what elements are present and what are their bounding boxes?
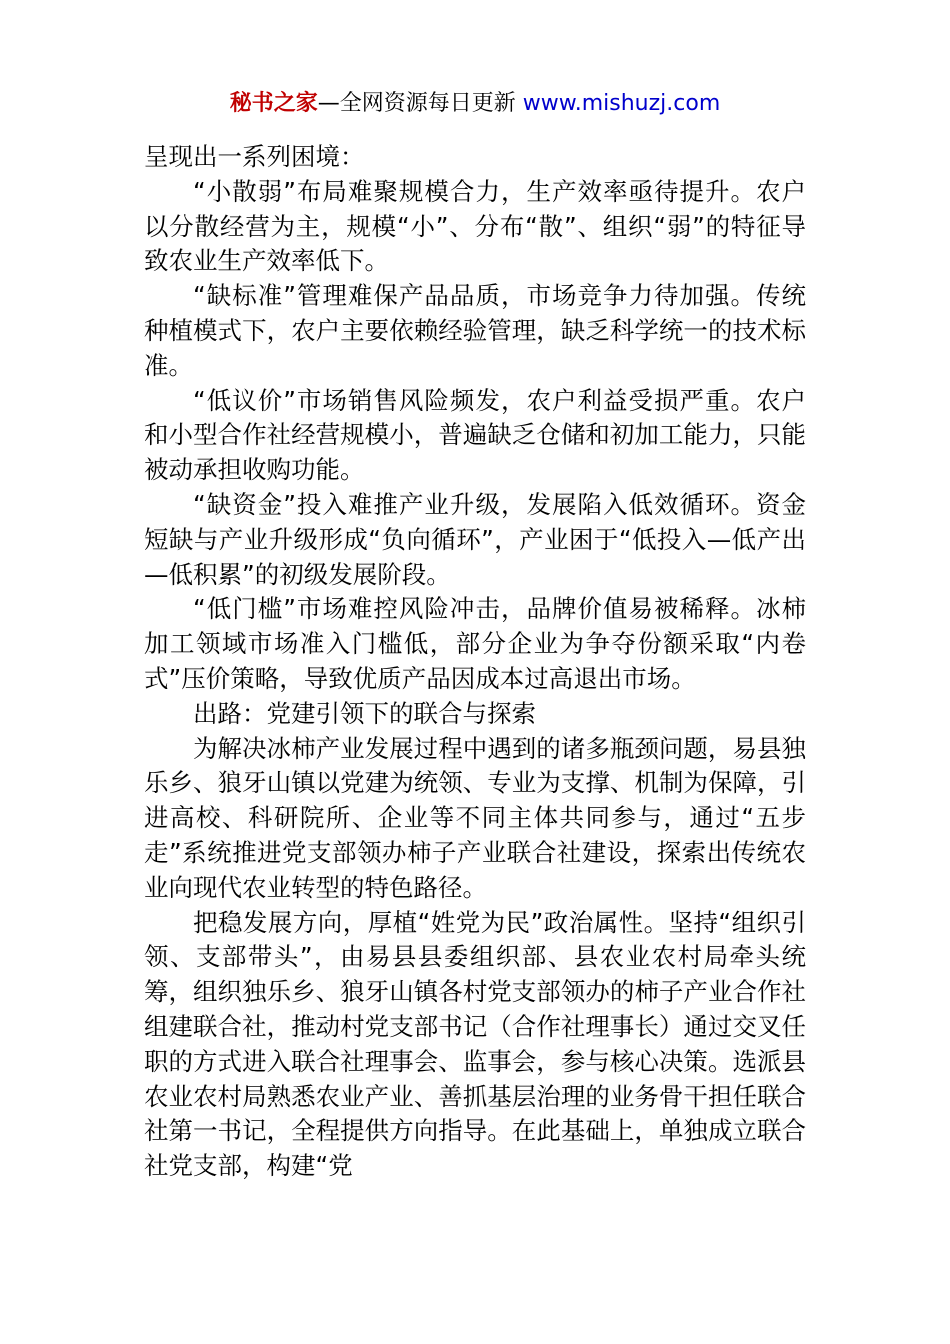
page-header: [0, 88, 950, 120]
paragraph-solution-overview: 为解决冰柿产业发展过程中遇到的诸多瓶颈问题，易县独乐乡、狼牙山镇以党建为统领、专业为支撑、机制为保障，引进高校、科研院所、企业等不同主体共同参与，通过“五步走”系统推进党支部领办柿子产业联合社建设，探索出传统农业向现代农业转型的特色路径。: [144, 733, 806, 902]
paragraph-intro: 呈现出一系列困境：: [144, 142, 365, 171]
paragraph-development-direction: 把稳发展方向，厚植“姓党为民”政治属性。坚持“组织引领、支部带头”，由易县县委组织部、县农业农村局牵头统筹，组织独乐乡、狼牙山镇各村党支部领办的柿子产业合作社组建联合社，推动村党支部书记（合作社理事长）通过交叉任职的方式进入联合社理事会、监事会，参与核心决策。选派县农业农村局熟悉农业产业、善抓基层治理的业务骨干担任联合社第一书记，全程提供方向指导。在此基础上，单独成立联合社党支部，构建“党: [144, 907, 806, 1181]
document-body: [144, 140, 806, 1184]
paragraph-low-bargaining-power: “低议价”市场销售风险频发，农户利益受损严重。农户和小型合作社经营规模小，普遍缺乏仓储和初加工能力，只能被动承担收购功能。: [144, 385, 806, 485]
paragraph-lack-of-standards: “缺标准”管理难保产品品质，市场竞争力待加强。传统种植模式下，农户主要依赖经验管理，缺乏科学统一的技术标准。: [144, 281, 806, 380]
paragraph-lack-of-funds: “缺资金”投入难推产业升级，发展陷入低效循环。资金短缺与产业升级形成“负向循环”，产业困于“低投入—低产出—低积累”的初级发展阶段。: [144, 489, 806, 589]
paragraph-small-scattered-weak: “小散弱”布局难聚规模合力，生产效率亟待提升。农户以分散经营为主，规模“小”、分布“散”、组织“弱”的特征导致农业生产效率低下。: [144, 176, 806, 276]
website-link[interactable]: www.mishuzj.com: [522, 91, 721, 116]
paragraph-low-threshold: “低门槛”市场难控风险冲击，品牌价值易被稀释。冰柿加工领域市场准入门槛低，部分企业为争夺份额采取“内卷式”压价策略，导致优质产品因成本过高退出市场。: [144, 594, 806, 693]
header-tagline: —全网资源每日更新: [317, 91, 516, 116]
brand-name: 秘书之家: [229, 91, 318, 116]
section-heading-solution: 出路：党建引领下的联合与探索: [193, 698, 536, 728]
